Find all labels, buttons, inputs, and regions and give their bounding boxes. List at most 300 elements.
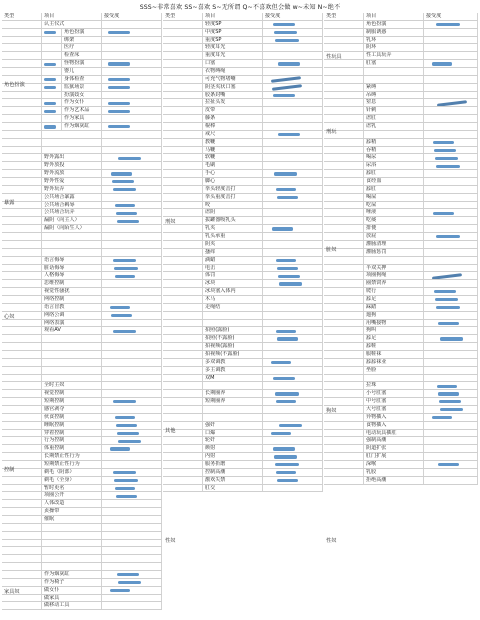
item-label: 棍棒 [205, 123, 216, 130]
row-type-cell [324, 343, 364, 350]
table-row [324, 382, 478, 390]
row-item-cell [364, 288, 424, 295]
acceptance-mark [271, 361, 291, 364]
item-label: 短期禁止性行为 [44, 460, 80, 467]
row-type-cell [2, 147, 42, 154]
row-type-cell [163, 209, 203, 216]
table-row [163, 84, 323, 92]
table-header-item: 项目 [364, 13, 424, 20]
table-row [324, 398, 478, 406]
row-item-cell [364, 186, 424, 193]
row-score-cell [424, 280, 478, 287]
row-type-cell [2, 351, 42, 358]
acceptance-mark [44, 125, 56, 128]
table-row [324, 68, 478, 76]
row-score-cell [424, 445, 478, 452]
row-type-cell [163, 414, 203, 421]
row-type-cell [163, 272, 203, 279]
acceptance-mark [436, 235, 460, 238]
item-label: 睡眠控制 [44, 421, 65, 428]
row-score-cell [102, 154, 162, 161]
item-label: 人格侮辱 [44, 272, 65, 279]
row-score-cell [263, 99, 323, 106]
item-label: 人体改造 [44, 500, 65, 507]
acceptance-mark [115, 487, 135, 490]
row-score-cell [424, 154, 478, 161]
row-item-cell [203, 335, 263, 342]
row-score-cell [263, 343, 323, 350]
acceptance-mark [110, 589, 130, 592]
table-header-score: 接受度 [102, 13, 162, 20]
item-label: 搔痒 [205, 248, 216, 255]
item-label: 轮奸 [205, 437, 216, 444]
item-label: 放屁 [366, 233, 377, 240]
item-label: 作为艺术品 [64, 107, 90, 114]
table-row [324, 37, 478, 45]
item-label: 重度SP [205, 36, 222, 43]
row-item-cell [42, 359, 102, 366]
row-item-cell [203, 469, 263, 476]
row-score-cell [263, 37, 323, 44]
row-score-cell [263, 265, 323, 272]
row-score-cell [424, 296, 478, 303]
row-score-cell [263, 280, 323, 287]
item-label: 作为烟灰缸 [44, 571, 70, 578]
row-type-cell [163, 162, 203, 169]
item-label: 手心 [205, 170, 216, 177]
row-score-cell [424, 398, 478, 405]
item-label: 全时主奴 [44, 382, 65, 389]
table-header-type: 类型 [2, 13, 42, 20]
row-item-cell [203, 202, 263, 209]
row-score-cell [263, 123, 323, 130]
row-item-cell [203, 186, 263, 193]
category-label: 控制 [4, 466, 15, 473]
category-label: 性奴 [165, 537, 176, 544]
acceptance-mark [273, 377, 295, 380]
table-row [2, 595, 162, 603]
table-row [324, 92, 478, 100]
row-score-cell [263, 147, 323, 154]
row-score-cell [424, 375, 478, 382]
table-row [2, 430, 162, 438]
row-score-cell [102, 492, 162, 499]
row-score-cell [102, 68, 162, 75]
acceptance-mark [271, 432, 291, 435]
item-label: 身体检查 [64, 75, 85, 82]
row-item-cell [203, 265, 263, 272]
row-type-cell [2, 532, 42, 539]
header-row [2, 13, 162, 21]
row-type-cell [163, 304, 203, 311]
row-score-cell [263, 154, 323, 161]
table-row [163, 272, 323, 280]
item-label: 舔足 [366, 295, 377, 302]
item-label: 吊缚 [366, 91, 377, 98]
acceptance-mark [118, 581, 141, 584]
acceptance-mark [432, 273, 462, 279]
table-row [163, 437, 323, 445]
row-score-cell [102, 304, 162, 311]
row-item-cell [42, 422, 102, 429]
table-row [163, 265, 323, 273]
item-label: 拍视频(露脸) [205, 343, 235, 350]
row-type-cell [163, 469, 203, 476]
item-label: 野外玩弄 [44, 185, 65, 192]
table-row [2, 233, 162, 241]
row-score-cell [102, 312, 162, 319]
acceptance-mark [278, 133, 300, 136]
row-score-cell [424, 209, 478, 216]
row-type-cell [324, 367, 364, 374]
table-row [2, 422, 162, 430]
row-type-cell [2, 265, 42, 272]
table-row [324, 202, 478, 210]
acceptance-mark [272, 84, 302, 90]
item-label: 食物插入 [366, 421, 387, 428]
row-item-cell [62, 68, 102, 75]
row-score-cell [102, 217, 162, 224]
item-label: 拒绝高潮 [366, 476, 387, 483]
column-group-3 [324, 13, 478, 544]
row-type-cell [324, 68, 364, 75]
item-label: 踩踏 [366, 303, 377, 310]
row-score-cell [263, 382, 323, 389]
row-item-cell [364, 249, 424, 256]
row-type-cell [163, 131, 203, 138]
row-type-cell [2, 154, 42, 161]
row-score-cell [263, 202, 323, 209]
row-score-cell [102, 178, 162, 185]
item-label: 催眠 [44, 516, 55, 522]
row-score-cell [102, 241, 162, 248]
item-label: 做移动工具 [44, 602, 70, 609]
row-item-cell [203, 107, 263, 114]
item-label: 电动玩具插肛 [366, 429, 397, 436]
row-type-cell [324, 186, 364, 193]
row-type-cell [163, 312, 203, 319]
acceptance-mark [274, 172, 297, 175]
row-score-cell [263, 115, 323, 122]
table-row [2, 257, 162, 265]
table-row [2, 209, 162, 217]
row-type-cell [163, 99, 203, 106]
row-score-cell [424, 351, 478, 358]
table-row [163, 453, 323, 461]
row-item-cell [364, 209, 424, 216]
row-score-cell [102, 123, 162, 130]
row-type-cell [2, 430, 42, 437]
acceptance-mark [274, 455, 297, 458]
acceptance-mark [276, 259, 296, 262]
table-row [2, 217, 162, 225]
row-score-cell [102, 555, 162, 562]
row-score-cell [102, 84, 162, 91]
row-item-cell [42, 555, 102, 562]
table-row [324, 194, 478, 202]
row-type-cell [324, 29, 364, 36]
row-item-cell [364, 233, 424, 240]
row-type-cell [324, 217, 364, 224]
row-item-cell [364, 68, 424, 75]
item-label: 小号肛塞 [366, 390, 387, 397]
table-row [2, 343, 162, 351]
item-label: 脚心 [205, 178, 216, 185]
row-score-cell [263, 84, 323, 91]
row-item-cell [364, 147, 424, 154]
row-type-cell [163, 60, 203, 67]
row-score-cell [102, 595, 162, 602]
row-item-cell [203, 461, 263, 468]
row-score-cell [102, 453, 162, 460]
row-score-cell [424, 359, 478, 366]
item-label: 中度SP [205, 28, 222, 35]
item-label: 圈禁饲养 [366, 280, 387, 287]
row-score-cell [102, 194, 162, 201]
table-row [2, 44, 162, 52]
row-item-cell [203, 233, 263, 240]
row-item-cell [203, 272, 263, 279]
item-label: 胶条封嘴 [205, 91, 226, 98]
acceptance-mark [273, 447, 295, 450]
row-item-cell [203, 29, 263, 36]
table-row [2, 445, 162, 453]
row-type-cell [2, 477, 42, 484]
row-item-cell [42, 563, 102, 570]
table-row [163, 485, 323, 493]
item-label: 毛刷 [205, 162, 216, 169]
item-label: 冰块 [205, 280, 216, 287]
row-score-cell [424, 390, 478, 397]
row-type-cell [324, 437, 364, 444]
item-label: 针刺 [366, 107, 377, 114]
row-item-cell [42, 367, 102, 374]
acceptance-mark [273, 23, 295, 26]
row-item-cell [203, 84, 263, 91]
item-label: 穿着控制 [44, 429, 65, 436]
acceptance-mark [435, 298, 458, 301]
row-item-cell [203, 99, 263, 106]
row-item-cell [42, 154, 102, 161]
table-row [2, 147, 162, 155]
row-score-cell [424, 52, 478, 59]
row-score-cell [263, 312, 323, 319]
row-item-cell [42, 320, 102, 327]
row-type-cell [324, 304, 364, 311]
category-label: 暴露 [4, 199, 15, 206]
acceptance-mark [44, 63, 56, 66]
row-type-cell [2, 500, 42, 507]
table-row [163, 249, 323, 257]
row-score-cell [424, 107, 478, 114]
acceptance-mark [115, 204, 135, 207]
row-item-cell [62, 52, 102, 59]
acceptance-mark [432, 62, 452, 65]
row-type-cell [324, 327, 364, 334]
row-score-cell [263, 430, 323, 437]
row-type-cell [2, 21, 42, 28]
row-item-cell [203, 312, 263, 319]
table-row [163, 327, 323, 335]
item-label: 教鞭 [205, 138, 216, 145]
item-label: 拍视频(不露脸) [205, 350, 240, 357]
row-item-cell [203, 225, 263, 232]
row-type-cell [2, 579, 42, 586]
item-label: 遛狗 [366, 311, 377, 318]
row-type-cell [163, 445, 203, 452]
row-score-cell [263, 320, 323, 327]
row-score-cell [102, 44, 162, 51]
row-type-cell [2, 209, 42, 216]
table-row [324, 453, 478, 461]
row-item-cell [364, 477, 424, 484]
row-item-cell [364, 131, 424, 138]
table-row [163, 445, 323, 453]
row-type-cell [2, 563, 42, 570]
row-item-cell [364, 437, 424, 444]
item-label: 怪物扮演 [64, 60, 85, 67]
row-score-cell [424, 68, 478, 75]
row-score-cell [263, 194, 323, 201]
row-item-cell [42, 209, 102, 216]
row-type-cell [163, 233, 203, 240]
item-label: 作为家具 [64, 115, 85, 122]
item-label: 拉珠 [366, 382, 377, 389]
row-score-cell [424, 44, 478, 51]
row-item-cell [42, 147, 102, 154]
row-score-cell [102, 430, 162, 437]
row-item-cell [364, 115, 424, 122]
row-type-cell [2, 288, 42, 295]
item-label: 阴环 [366, 44, 377, 51]
row-score-cell [102, 257, 162, 264]
row-score-cell [102, 414, 162, 421]
row-item-cell [364, 406, 424, 413]
row-type-cell [163, 76, 203, 83]
row-item-cell [364, 422, 424, 429]
row-item-cell [203, 320, 263, 327]
row-type-cell [2, 272, 42, 279]
acceptance-mark [278, 62, 300, 65]
item-label: 重度耳光 [205, 52, 226, 59]
row-score-cell [263, 288, 323, 295]
row-score-cell [102, 107, 162, 114]
acceptance-mark [277, 337, 298, 340]
row-item-cell [42, 547, 102, 554]
table-row [2, 178, 162, 186]
row-score-cell [424, 241, 478, 248]
row-item-cell [42, 382, 102, 389]
item-label: 多主调教 [205, 366, 226, 373]
row-item-cell [203, 453, 263, 460]
row-type-cell [2, 524, 42, 531]
item-label: 服鞋袜 [366, 350, 382, 357]
row-type-cell [163, 288, 203, 295]
category-label: 心奴 [4, 313, 15, 320]
table-row [2, 367, 162, 375]
row-type-cell [2, 60, 42, 67]
row-score-cell [102, 390, 162, 397]
table-row [324, 147, 478, 155]
row-type-cell [2, 280, 42, 287]
table-row [2, 131, 162, 139]
row-item-cell [42, 406, 102, 413]
row-item-cell [203, 445, 263, 452]
item-label: 野外流放 [44, 170, 65, 177]
row-score-cell [102, 335, 162, 342]
item-label: 乳环 [366, 36, 377, 43]
row-score-cell [424, 304, 478, 311]
row-score-cell [102, 579, 162, 586]
row-type-cell [163, 139, 203, 146]
row-item-cell [42, 595, 102, 602]
row-type-cell [163, 406, 203, 413]
item-label: 舔舔袜业 [366, 358, 387, 365]
row-score-cell [263, 233, 323, 240]
row-item-cell [42, 571, 102, 578]
row-type-cell [324, 430, 364, 437]
acceptance-mark [274, 31, 297, 34]
table-row [163, 469, 323, 477]
row-item-cell [364, 139, 424, 146]
item-label: 内射 [205, 453, 216, 460]
table-row [2, 115, 162, 123]
row-score-cell [102, 602, 162, 609]
row-type-cell [324, 445, 364, 452]
row-score-cell [102, 587, 162, 594]
item-label: 拳头重度击打 [205, 193, 236, 200]
table-row [2, 516, 162, 524]
acceptance-mark [118, 157, 141, 160]
item-label: 吞精 [366, 146, 377, 153]
row-item-cell [364, 343, 424, 350]
item-label: 公共场合暴露 [44, 193, 75, 200]
item-label: 衣物缚绳 [205, 68, 226, 75]
row-item-cell [364, 414, 424, 421]
item-label: 舔鞋 [366, 343, 377, 350]
row-item-cell [42, 579, 102, 586]
item-label: 扮演妓女 [64, 91, 85, 98]
category-label: 脏奴 [326, 246, 337, 253]
row-type-cell [2, 170, 42, 177]
table-row [163, 209, 323, 217]
item-label: 公共场合玩弄 [44, 209, 75, 216]
table-row [163, 257, 323, 265]
acceptance-mark [116, 495, 137, 498]
row-score-cell [102, 288, 162, 295]
item-label: 医疗 [64, 44, 75, 51]
row-item-cell [62, 123, 102, 130]
table-row [163, 343, 323, 351]
row-score-cell [424, 265, 478, 272]
row-score-cell [424, 194, 478, 201]
item-label: 脏话侮辱 [44, 264, 65, 271]
table-row [2, 265, 162, 273]
item-label: 爬行 [366, 288, 377, 295]
item-label: 观看AV [44, 327, 61, 334]
row-item-cell [203, 327, 263, 334]
acceptance-mark [279, 424, 302, 427]
row-score-cell [424, 249, 478, 256]
table-row [2, 123, 162, 131]
row-type-cell [163, 92, 203, 99]
table-row [163, 76, 323, 84]
table-row [163, 304, 323, 312]
item-label: 野外露出 [44, 154, 65, 161]
row-type-cell [2, 571, 42, 578]
item-label: 灌肠清理 [366, 240, 387, 247]
table-row [324, 225, 478, 233]
